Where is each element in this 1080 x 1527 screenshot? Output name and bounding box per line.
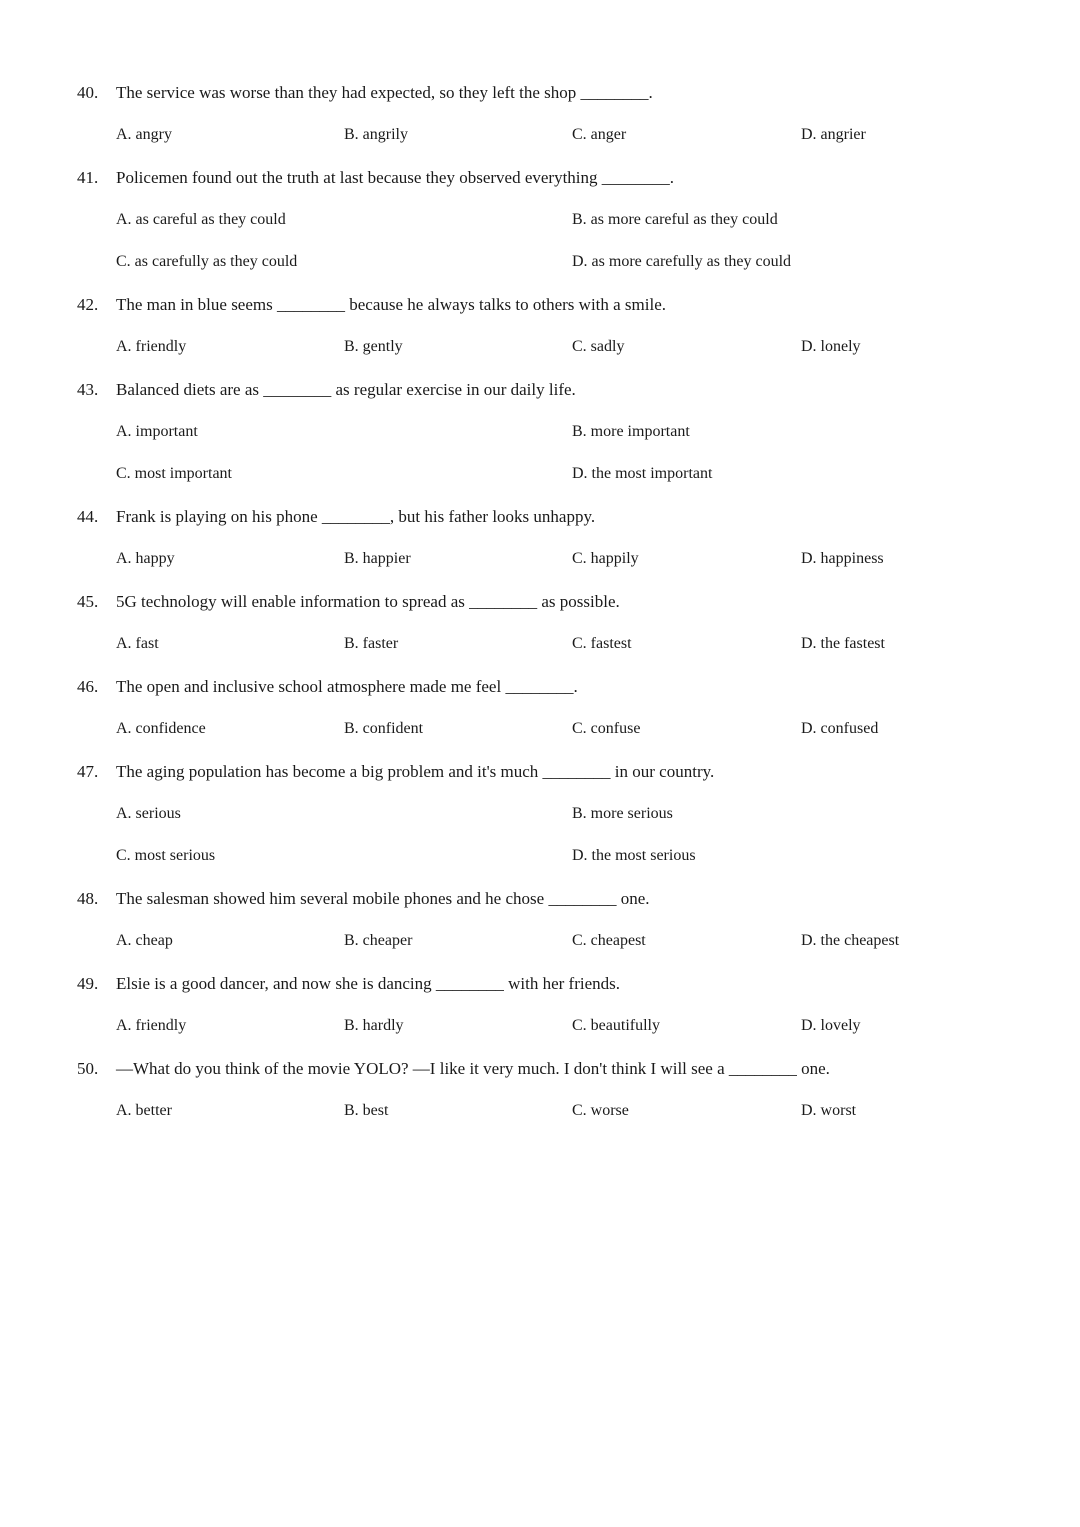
question-stem-row: [0, 503, 1080, 531]
option-row: [0, 248, 1080, 276]
option-c: C. most important: [116, 465, 232, 482]
option-a: A. cheap: [116, 932, 173, 949]
question-stem: Frank is playing on his phone ________, but his father looks unhappy.: [116, 507, 596, 526]
option-row: [0, 630, 1080, 658]
question-stem: Balanced diets are as ________ as regular exercise in our daily life.: [116, 380, 576, 399]
question-number: 45.: [77, 592, 99, 611]
option-c: C. fastest: [572, 635, 632, 652]
option-row: [0, 545, 1080, 573]
option-b: B. angrily: [344, 126, 408, 143]
option-c: C. as carefully as they could: [116, 253, 298, 270]
option-a: A. confidence: [116, 720, 206, 737]
option-row: [0, 121, 1080, 149]
option-b: B. faster: [344, 635, 399, 652]
question-stem: The service was worse than they had expected, so they left the shop ________.: [116, 83, 653, 102]
question-stem-row: [0, 376, 1080, 404]
option-a: A. angry: [116, 126, 172, 143]
option-a: A. serious: [116, 805, 181, 822]
question-stem-row: [0, 673, 1080, 701]
option-d: D. lovely: [801, 1017, 861, 1034]
option-a: A. as careful as they could: [116, 211, 286, 228]
option-c: C. worse: [572, 1102, 629, 1119]
option-row: [0, 418, 1080, 446]
option-d: D. as more carefully as they could: [572, 253, 792, 270]
question-stem: —What do you think of the movie YOLO? —I like it very much. I don't think I will see a ________ one.: [116, 1059, 830, 1078]
option-row: [0, 842, 1080, 870]
question-stem-row: [0, 588, 1080, 616]
question-number: 43.: [77, 380, 99, 399]
question-number: 40.: [77, 83, 99, 102]
question-stem-row: [0, 79, 1080, 107]
option-d: D. the cheapest: [801, 932, 900, 949]
question-stem-row: [0, 758, 1080, 786]
option-d: D. angrier: [801, 126, 866, 143]
option-a: A. happy: [116, 550, 175, 567]
option-d: D. worst: [801, 1102, 857, 1119]
question-stem-row: [0, 164, 1080, 192]
option-a: A. important: [116, 423, 198, 440]
option-row: [0, 927, 1080, 955]
question-stem: 5G technology will enable information to spread as ________ as possible.: [116, 592, 620, 611]
option-b: B. more serious: [572, 805, 673, 822]
question-number: 46.: [77, 677, 99, 696]
option-row: [0, 333, 1080, 361]
question-stem-row: [0, 885, 1080, 913]
question-stem: The aging population has become a big problem and it's much ________ in our country.: [116, 762, 715, 781]
question-stem: Elsie is a good dancer, and now she is dancing ________ with her friends.: [116, 974, 621, 993]
option-c: C. beautifully: [572, 1017, 660, 1034]
option-a: A. friendly: [116, 338, 187, 355]
option-row: [0, 206, 1080, 234]
option-c: C. sadly: [572, 338, 625, 355]
question-number: 48.: [77, 889, 99, 908]
question-stem-row: [0, 291, 1080, 319]
option-a: A. better: [116, 1102, 172, 1119]
option-b: B. cheaper: [344, 932, 413, 949]
option-row: [0, 1012, 1080, 1040]
option-a: A. fast: [116, 635, 159, 652]
option-c: C. confuse: [572, 720, 641, 737]
option-b: B. more important: [572, 423, 690, 440]
option-row: [0, 460, 1080, 488]
option-row: [0, 715, 1080, 743]
option-d: D. lonely: [801, 338, 861, 355]
question-number: 47.: [77, 762, 99, 781]
option-d: D. the fastest: [801, 635, 885, 652]
option-b: B. gently: [344, 338, 403, 355]
option-c: C. anger: [572, 126, 627, 143]
option-a: A. friendly: [116, 1017, 187, 1034]
question-number: 49.: [77, 974, 99, 993]
question-number: 41.: [77, 168, 99, 187]
question-number: 42.: [77, 295, 99, 314]
option-c: C. happily: [572, 550, 639, 567]
question-number: 50.: [77, 1059, 99, 1078]
option-d: D. confused: [801, 720, 879, 737]
option-b: B. happier: [344, 550, 411, 567]
option-row: [0, 800, 1080, 828]
option-c: C. most serious: [116, 847, 216, 864]
question-number: 44.: [77, 507, 99, 526]
question-stem: The man in blue seems ________ because he always talks to others with a smile.: [116, 295, 667, 314]
question-stem: The open and inclusive school atmosphere made me feel ________.: [116, 677, 578, 696]
option-d: D. the most serious: [572, 847, 696, 864]
option-d: D. the most important: [572, 465, 713, 482]
option-row: [0, 1097, 1080, 1125]
option-b: B. hardly: [344, 1017, 404, 1034]
question-stem: The salesman showed him several mobile phones and he chose ________ one.: [116, 889, 650, 908]
option-d: D. happiness: [801, 550, 884, 567]
option-b: B. best: [344, 1102, 389, 1119]
question-stem-row: [0, 1055, 1080, 1083]
option-b: B. as more careful as they could: [572, 211, 778, 228]
question-stem: Policemen found out the truth at last because they observed everything ________.: [116, 168, 675, 187]
option-b: B. confident: [344, 720, 424, 737]
option-c: C. cheapest: [572, 932, 646, 949]
question-stem-row: [0, 970, 1080, 998]
